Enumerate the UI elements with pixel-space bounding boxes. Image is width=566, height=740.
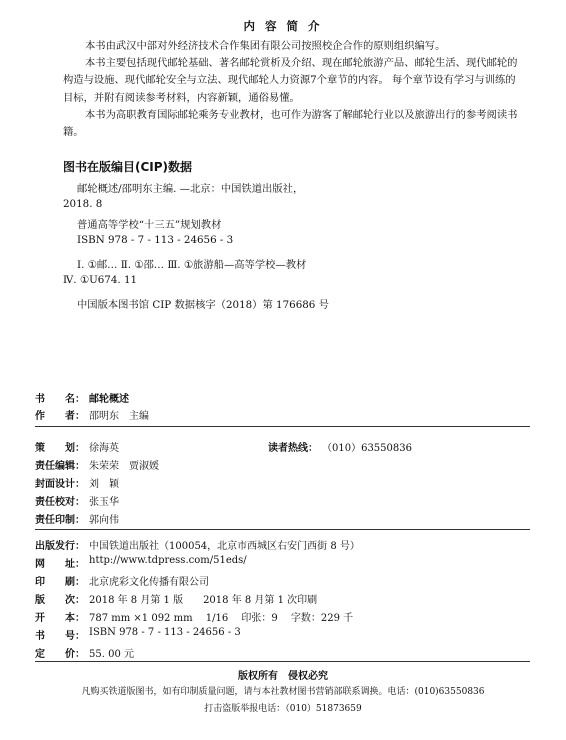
price-value: 55. 00 元 (89, 649, 134, 660)
printer-row (35, 573, 209, 588)
cover-row (35, 475, 119, 490)
proof-label: 责任校对： (35, 497, 85, 508)
print-label: 责任印制： (35, 515, 85, 526)
copyright-notice: 版权所有 侵权必究 (238, 671, 328, 682)
hotline-label: 读者热线： (268, 443, 318, 454)
format-label: 开 本： (35, 613, 85, 624)
printer-label: 印 刷： (35, 577, 85, 588)
cip-heading: 图书在版编目(CIP)数据 (63, 160, 193, 174)
book-name-label: 书 名： (35, 394, 85, 405)
book-name-row (35, 390, 129, 405)
edition-value: 2018 年 8 月第 1 版 2018 年 8 月第 1 次印刷 (89, 595, 318, 606)
proof-value: 张玉华 (89, 497, 119, 508)
isbn-row (35, 627, 241, 642)
planner-label: 策 划： (35, 443, 85, 454)
web-row (35, 555, 247, 570)
piracy-report: 打击盗版举报电话：（010）51873659 (204, 704, 362, 714)
edition-row (35, 591, 317, 606)
proof-row (35, 493, 119, 508)
printer-value: 北京虎彩文化传播有限公司 (89, 577, 209, 588)
cover-label: 封面设计： (35, 479, 85, 490)
divider (35, 529, 530, 530)
author-row (35, 407, 149, 422)
price-row (35, 645, 134, 660)
hotline-row (268, 439, 412, 454)
editor-label: 责任编辑： (35, 461, 85, 472)
cip-line: ISBN 978 - 7 - 113 - 24656 - 3 (77, 234, 234, 246)
isbn-value: ISBN 978 - 7 - 113 - 24656 - 3 (89, 627, 241, 638)
web-label: 网 址： (35, 559, 85, 570)
cip-line: Ⅰ. ①邮… Ⅱ. ①邵… Ⅲ. ①旅游船—高等学校—教材 (77, 259, 307, 271)
cip-line: 邮轮概述/邵明东主编. —北京：中国铁道出版社， (77, 183, 304, 195)
intro-text (63, 38, 518, 141)
web-value: http://www.tdpress.com/51eds/ (89, 555, 247, 566)
publisher-label: 出版发行： (35, 541, 85, 552)
print-value: 郭向伟 (89, 515, 119, 526)
publisher-value: 中国铁道出版社（100054，北京市西城区右安门西街 8 号） (89, 541, 360, 552)
format-row (35, 609, 353, 624)
cover-value: 刘 颖 (89, 479, 119, 490)
hotline-value: （010）63550836 (322, 443, 412, 454)
author-value: 邵明东 主编 (89, 411, 149, 422)
planner-value: 徐海英 (89, 443, 119, 454)
intro-paragraph: 本书为高职教育国际邮轮乘务专业教材，也可作为游客了解邮轮行业以及旅游出行的参考阅读书籍。 (63, 108, 518, 139)
editor-row (35, 457, 159, 472)
book-name-value: 邮轮概述 (89, 394, 129, 405)
cip-line: 中国版本图书馆 CIP 数据核字（2018）第 176686 号 (77, 299, 329, 311)
format-value: 787 mm ×1 092 mm 1/16 印张：9 字数：229 千 (89, 613, 354, 624)
print-row (35, 511, 119, 526)
edition-label: 版 次： (35, 595, 85, 606)
page-title: 内 容 简 介 (243, 19, 323, 33)
divider (35, 426, 530, 427)
intro-paragraph: 本书由武汉中部对外经济技术合作集团有限公司按照校企合作的原则组织编写。 (85, 40, 446, 52)
author-label: 作 者： (35, 411, 85, 422)
cip-line: 普通高等学校“十三五”规划教材 (77, 219, 222, 231)
cip-line: 2018. 8 (63, 198, 103, 210)
exchange-notice: 凡购买铁道版图书，如有印制质量问题，请与本社教材图书营销部联系调换。电话：(010)63550836 (81, 687, 485, 697)
divider (35, 661, 530, 662)
cip-line: Ⅳ. ①U674. 11 (63, 274, 138, 286)
isbn-label: 书 号： (35, 631, 85, 642)
price-label: 定 价： (35, 649, 85, 660)
editor-value: 朱荣荣 贾淑媛 (89, 461, 159, 472)
intro-paragraph: 本书主要包括现代邮轮基础、著名邮轮赏析及介绍、现在邮轮旅游产品、邮轮生活、现代邮轮的构造与设施、现代邮轮安全与立法、现代邮轮人力资源7个章节的内容。 每个章节设有学习与训练的目标，并附有阅读参考材料，内容新颖，通俗易懂。 (63, 57, 518, 104)
publisher-row (35, 537, 360, 552)
planner-row (35, 439, 119, 454)
